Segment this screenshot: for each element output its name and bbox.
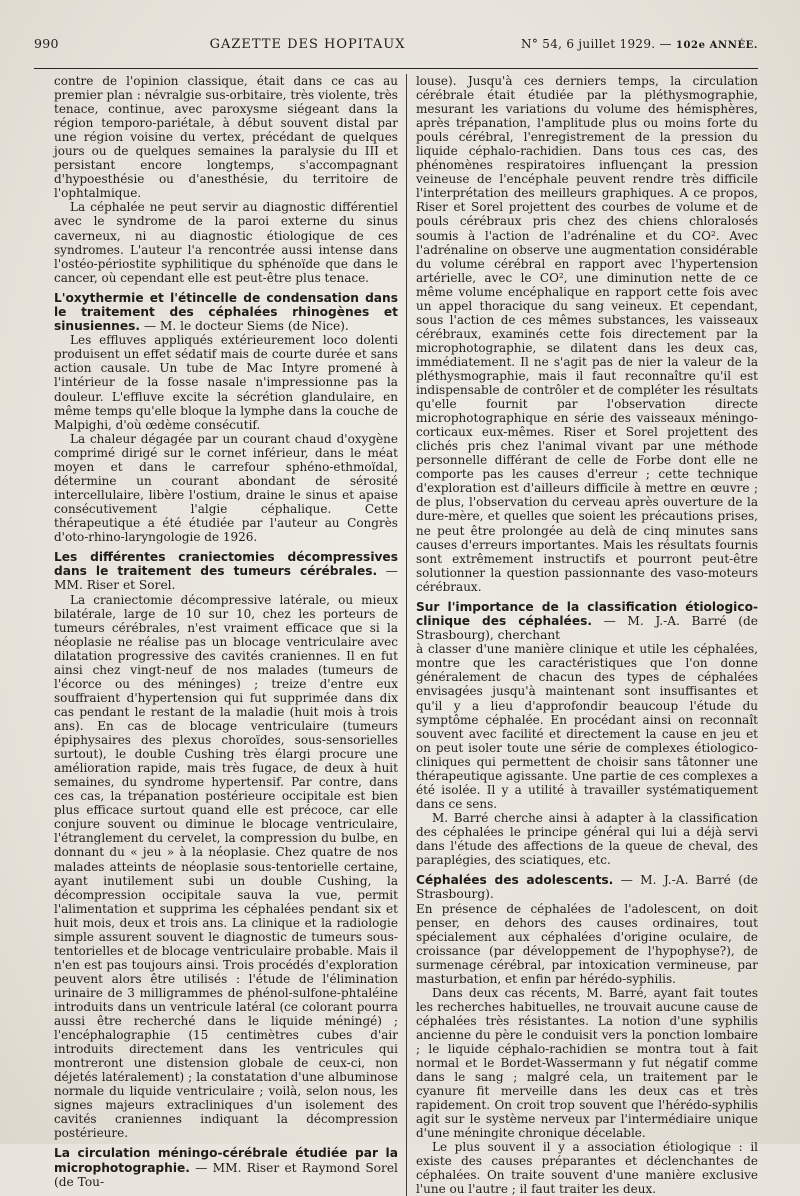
paragraph: M. Barré cherche ainsi à adapter à la classification des céphalées le principe général qui lui a déjà servi dans l'étude des affections de la queue de cheval, des paraplégies, des sciatiques, etc. <box>415 810 758 868</box>
heading-author: — M. J.-A. Barré (de Strasbourg), cherchant <box>415 613 758 643</box>
paragraph: La chaleur dégagée par un courant chaud d'oxygène comprimé dirigé sur le cornet inférieur, dans le méat moyen et dans le carrefour sphéno-ethmoïdal, détermine un courant abondant de sérosité intercellulaire, libère l'ostium, draine le sinus et apaise consécutivement l'algie céphalique. Cette thérapeutique a été étudiée par l'auteur au Congrès d'oto-rhino-laryngologie de 1926. <box>54 431 398 544</box>
heading-title: Céphalées des adolescents. <box>415 873 614 888</box>
section-heading <box>54 291 398 334</box>
paragraph: contre de l'opinion classique, était dans ce cas au premier plan : névralgie sus-orbitaire, très violente, très tenace, continue, avec paroxysme siégeant dans la région temporo-pariétale, à début souvent distal par une région voisine du vertex, précédant de quelques jours ou de quelques semaines la paralysie du III et persistant encore longtemps, s'accompagnant d'hypoesthésie ou d'anesthésie, du territoire de l'ophtalmique. <box>54 74 398 201</box>
page-number: 990 <box>34 36 59 51</box>
issue-date: N° 54, 6 juillet 1929. — <box>521 37 672 51</box>
heading-title: L'oxythermie et l'étincelle de condensation dans le traitement des céphalées rhinogènes et sinusiennes. <box>54 290 398 334</box>
issue-year: 102e ANNÉE. <box>675 40 758 51</box>
paragraph: louse). Jusqu'à ces derniers temps, la circulation cérébrale était étudiée par la pléthysmographie, mesurant les variations du volume des hémisphères, après trépanation, l'amplitude plus ou moins forte du pouls cérébral, l'enregistrement de la pression du liquide céphalo-rachidien. Dans tous ces cas, des phénomènes respiratoires influençant la pression veineuse de l'encéphale peuvent rendre très difficile l'interprétation des meilleurs graphiques. A ce propos, Riser et Sorel projettent des courbes de volume et de pouls cérébraux pris chez des chiens chloralosés soumis à l'action de l'adrénaline et du CO². Avec l'adrénaline on observe une augmentation considérable du volume cérébral en rapport avec l'hypertension artérielle, avec le CO², une diminution nette de ce même volume encéphalique en rapport cette fois avec un appel thoracique du sang veineux. Et cependant, sous l'action de ces mêmes substances, les vaisseaux cérébraux, examinés cette fois directement par la microphotographie, se dilatent dans les deux cas, immédiatement. Il ne s'agit pas de nier la valeur de la pléthysmographie, mais il faut reconnaître qu'il est indispensable de contrôler et de compléter les résultats qu'elle fournit par l'observation directe microphotographique en série des vaisseaux méningo-corticaux eux-mêmes. Riser et Sorel projettent des clichés pris chez l'animal vivant par une méthode personnelle différant de celle de Forbe dont elle ne comporte pas les causes d'erreur ; cette technique d'exploration est d'ailleurs difficile à mettre en œuvre ; de plus, l'observation du cerveau après ouverture de la dure-mère, et quelles que soient les précautions prises, ne peut être prolongée au delà de cinq minutes sans causes d'erreurs importantes. Mais les résultats fournis sont extrêmement instructifs et pourront peut-être solutionner la question passionnante des vaso-moteurs cérébraux. <box>415 74 758 594</box>
paragraph: Dans deux cas récents, M. Barré, ayant fait toutes les recherches habituelles, ne trouvait aucune cause de céphalées très résistantes. La notion d'une syphilis ancienne du père le conduisit vers la ponction lombaire ; le liquide céphalo-rachidien se montra tout à fait normal et le Bordet-Wassermann y fut négatif comme dans le sang ; malgré cela, un traitement par le cyanure fit merveille dans les deux cas et très rapidement. On croit trop souvent que l'hérédo-syphilis agit sur le système nerveux par l'intermédiaire unique d'une méningite chronique décelable. <box>415 985 758 1141</box>
heading-title: Les différentes craniectomies décompressives dans le traitement des tumeurs cérébrales. <box>54 550 398 579</box>
heading-author: — M. J.-A. Barré (de Strasbourg). <box>415 873 758 902</box>
journal-title: GAZETTE DES HOPITAUX <box>209 37 406 52</box>
header-rule <box>34 68 758 69</box>
issue-info <box>521 37 758 51</box>
left-column <box>54 74 406 1196</box>
paragraph: Le plus souvent il y a association étiologique : il existe des causes préparantes et déclenchantes de céphalées. On traite souvent d'une manière exclusive l'une ou l'autre ; il faut traiter les deux. <box>415 1140 758 1196</box>
paragraph: La céphalée ne peut servir au diagnostic différentiel avec le syndrome de la paroi externe du sinus caverneux, ni au diagnostic étiologique de ces syndromes. L'auteur l'a rencontrée aussi intense dans l'ostéo-périostite syphilitique du sphénoïde que dans le cancer, où cependant elle est peut-être plus tenace. <box>54 200 398 285</box>
right-column <box>406 74 758 1196</box>
heading-author: — M. le docteur Siems (de Nice). <box>140 319 349 334</box>
paragraph: à classer d'une manière clinique et utile les céphalées, montre que les caractéristiques que l'on donne généralement de chacun des types de céphalées envisagées jusqu'à maintenant sont insuffisantes et qu'il y a lieu d'approfondir beaucoup l'étude du symptôme céphalée. En procédant ainsi on reconnaît souvent avec facilité et directement la cause en jeu et on peut isoler toute une série de complexes étiologico-cliniques qui permettent de choisir sans tâtonner une thérapeutique agissante. Une partie de ces complexes a été isolée. Il y a utilité à travailler systématiquement dans ce sens. <box>415 642 758 811</box>
heading-title: Sur l'importance de la classification étiologico-clinique des céphalées. <box>415 599 758 628</box>
section-heading <box>416 600 758 643</box>
heading-author: — MM. Riser et Raymond Sorel (de Tou- <box>54 1160 398 1189</box>
paragraph: En présence de céphalées de l'adolescent, on doit penser, en dehors des causes ordinaires, tout spécialement aux céphalées d'origine oculaire, de croissance (par développement de l'hypophyse?), de surmenage cérébral, par intoxication vermineuse, par masturbation, et enfin par hérédo-syphilis. <box>415 901 758 986</box>
heading-title: La circulation méningo-cérébrale étudiée par la microphotographie. <box>54 1146 398 1175</box>
heading-author: — MM. Riser et Sorel. <box>54 564 398 593</box>
section-heading <box>54 1146 398 1189</box>
paragraph: Les effluves appliqués extérieurement loco dolenti produisent un effet sédatif mais de courte durée et sans action causale. Un tube de Mac Intyre promené à l'intérieur de la fosse nasale n'impressionne pas la douleur. L'effluve excite la sécrétion glandulaire, en même temps qu'elle bloque la lymphe dans la couche de Malpighi, d'où œdème consécutif. <box>54 333 398 432</box>
section-heading <box>416 873 758 901</box>
page-header <box>34 36 758 58</box>
paragraph: La craniectomie décompressive latérale, ou mieux bilatérale, large de 10 sur 10, chez les porteurs de tumeurs cérébrales, n'est vraiment efficace que si la néoplasie ne réalise pas un blocage ventriculaire avec dilatation progressive des cavités craniennes. Il en fut ainsi chez vingt-neuf de nos malades (tumeurs de l'écorce ou des méninges) ; treize d'entre eux souffraient d'hypertension qui fut supprimée dans dix cas pendant le restant de la maladie (huit mois à trois ans). En cas de blocage ventriculaire (tumeurs épiphysaires des plexus choroïdes, sous-sensorielles surtout), le double Cushing très élargi procure une amélioration rapide, mais très fugace, de deux à huit semaines, du syndrome hypertensif. Par contre, dans ces cas, la trépanation postérieure occipitale est bien plus efficace surtout quand elle est précoce, car elle conjure souvent ou diminue le blocage ventriculaire, l'étranglement du cervelet, la compression du bulbe, en donnant du « jeu » à la néoplasie. Chez quatre de nos malades atteints de néoplasie sous-tentorielle certaine, ayant inutilement subi un double Cushing, la décompression occipitale sauva la vue, permit l'alimentation et supprima les céphalées pendant six et huit mois, deux et trois ans. La clinique et la radiologie simple assurent souvent le diagnostic de tumeurs sous-tentorielles et de blocage ventriculaire probable. Mais il n'en est pas toujours ainsi. Trois procédés d'exploration peuvent alors être utilisés : l'étude de l'élimination urinaire de 3 milligrammes de phénol-sulfone-phtaléine introduits dans un ventricule latéral (ce colorant pourra aussi être recherché dans le liquide méningé) ; l'encéphalographie (15 centimètres cubes d'air introduits directement dans les ventricules qui montreront une distension globale de ceux-ci, non déjetés latéralement) ; la constatation d'une albuminose normale du liquide ventriculaire ; voilà, selon nous, les signes majeurs extracliniques d'un isolement des cavités craniennes indiquant la décompression postérieure. <box>54 592 398 1141</box>
section-heading <box>54 550 398 593</box>
text-columns <box>34 74 758 1196</box>
